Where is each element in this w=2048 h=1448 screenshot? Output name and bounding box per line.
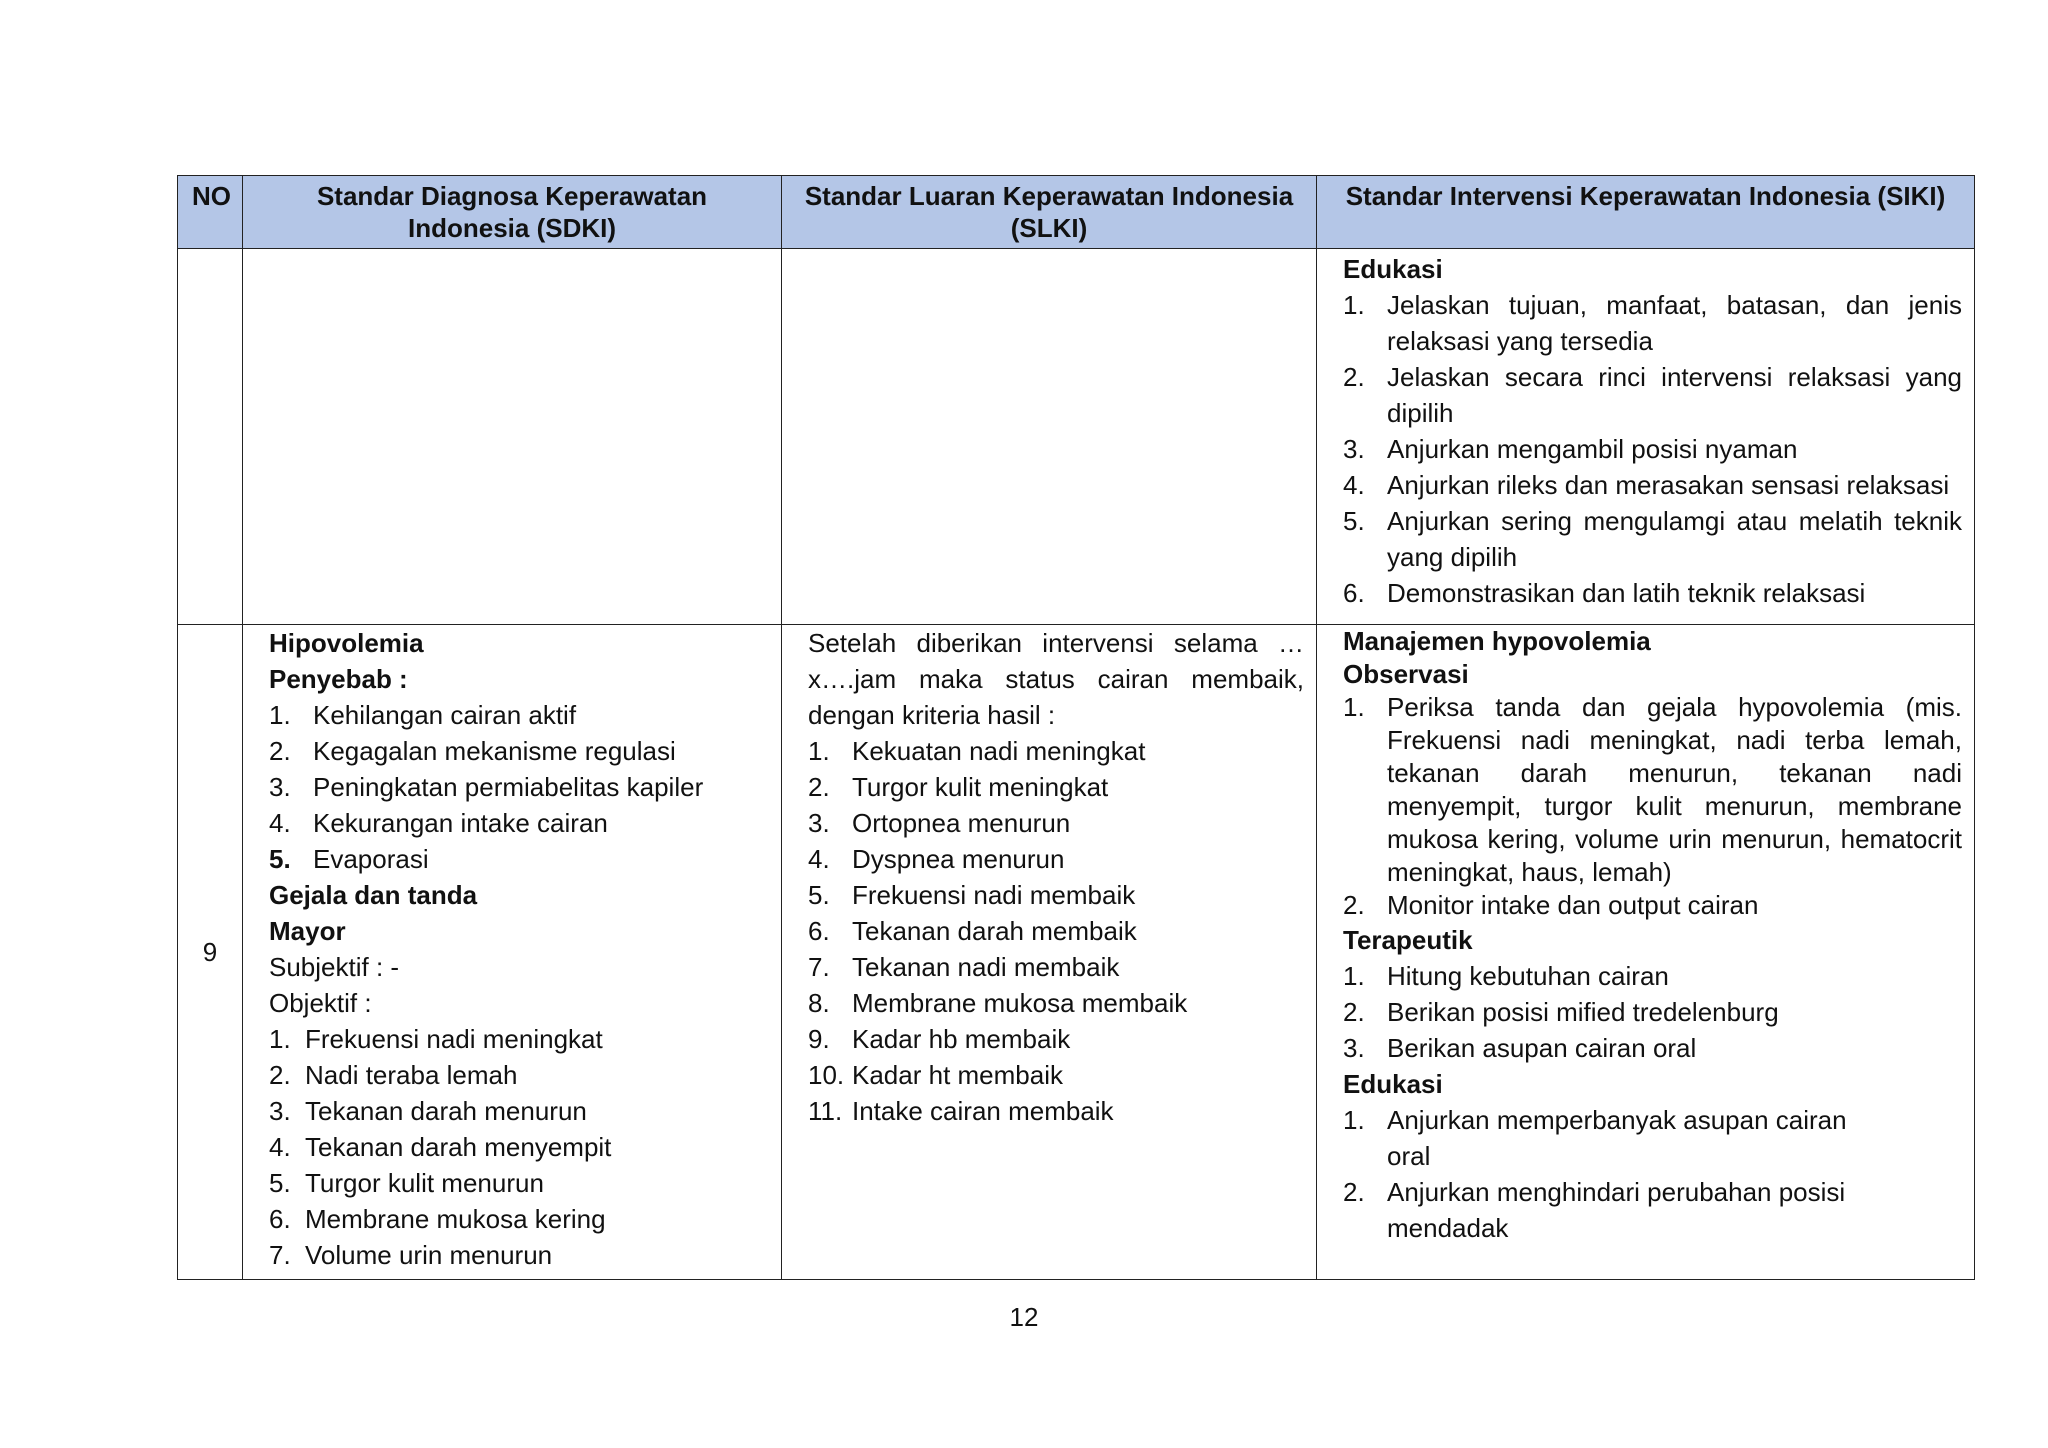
list-item-number: 8.	[808, 988, 830, 1018]
row1-no-cell	[178, 249, 243, 625]
siki-edukasi-heading: Edukasi	[1343, 254, 1443, 284]
list-item-text: Turgor kulit menurun	[305, 1168, 544, 1198]
slki-criteria-list	[808, 733, 1304, 1129]
list-item-number: 6.	[1343, 578, 1365, 608]
header-row	[178, 176, 1975, 249]
header-slki: Standar Luaran Keperawatan Indonesia (SLKI)	[782, 176, 1317, 249]
observasi-label: Observasi	[1343, 659, 1469, 689]
list-item	[808, 841, 1304, 877]
list-item	[269, 1237, 769, 1273]
row1-siki-cell	[1317, 249, 1975, 625]
list-item	[1343, 287, 1962, 359]
list-item-text: Berikan asupan cairan oral	[1387, 1033, 1697, 1063]
list-item	[1343, 467, 1962, 503]
siki-cell	[1317, 625, 1975, 1280]
penyebab-label: Penyebab :	[269, 664, 408, 694]
list-item-number: 4.	[808, 844, 830, 874]
siki-title: Manajemen hypovolemia	[1343, 626, 1651, 656]
list-item	[269, 1057, 769, 1093]
list-item	[808, 1093, 1304, 1129]
list-item	[269, 733, 769, 769]
list-item-text: Jelaskan tujuan, manfaat, batasan, dan jenis relaksasi yang tersedia	[1387, 290, 1962, 356]
list-item-text: Ortopnea menurun	[852, 808, 1071, 838]
list-item-text: Kadar ht membaik	[852, 1060, 1063, 1090]
list-item	[808, 913, 1304, 949]
list-item-number: 2.	[1343, 890, 1365, 920]
list-item-text: Membrane mukosa kering	[305, 1204, 606, 1234]
objektif-list	[269, 1021, 769, 1273]
list-item-number: 1.	[269, 700, 291, 730]
list-item	[1343, 1102, 1962, 1174]
list-item	[808, 769, 1304, 805]
list-item-text: Kekurangan intake cairan	[313, 808, 608, 838]
list-item-number: 1.	[1343, 961, 1365, 991]
list-item-text: Kehilangan cairan aktif	[313, 700, 577, 730]
table-row-9	[178, 625, 1975, 1280]
subjektif-text: Subjektif : -	[269, 952, 400, 982]
list-item-number: 3.	[269, 1096, 291, 1126]
list-item-number: 3.	[1343, 434, 1365, 464]
list-item-number: 7.	[808, 952, 830, 982]
row-number: 9	[178, 625, 243, 1280]
list-item-text: Anjurkan memperbanyak asupan cairan oral	[1387, 1105, 1847, 1171]
list-item	[269, 1093, 769, 1129]
list-item-number: 4.	[1343, 470, 1365, 500]
list-item-text: Anjurkan mengambil posisi nyaman	[1387, 434, 1798, 464]
list-item-number: 1.	[1343, 290, 1365, 320]
list-item-number: 2.	[269, 736, 291, 766]
list-item-text: Kekuatan nadi meningkat	[852, 736, 1146, 766]
list-item	[808, 985, 1304, 1021]
list-item	[1343, 994, 1962, 1030]
list-item-number: 3.	[269, 772, 291, 802]
header-sdki: Standar Diagnosa Keperawatan Indonesia (SDKI)	[243, 176, 782, 249]
list-item	[1343, 431, 1962, 467]
list-item-number: 5.	[808, 880, 830, 910]
list-item-text: Demonstrasikan dan latih teknik relaksasi	[1387, 578, 1866, 608]
list-item-number: 1.	[269, 1024, 291, 1054]
list-item-number: 4.	[269, 1132, 291, 1162]
row1-sdki-cell	[243, 249, 782, 625]
header-siki: Standar Intervensi Keperawatan Indonesia (SIKI)	[1317, 176, 1975, 249]
list-item-text: Anjurkan sering mengulamgi atau melatih teknik yang dipilih	[1387, 506, 1962, 572]
list-item-text: Tekanan darah menyempit	[305, 1132, 612, 1162]
list-item-text: Turgor kulit meningkat	[852, 772, 1109, 802]
list-item-text: Nadi teraba lemah	[305, 1060, 518, 1090]
list-item-text: Hitung kebutuhan cairan	[1387, 961, 1669, 991]
list-item	[269, 805, 769, 841]
list-item-number: 5.	[1343, 506, 1365, 536]
list-item-number: 2.	[1343, 1177, 1365, 1207]
list-item-text: Tekanan darah membaik	[852, 916, 1137, 946]
list-item-text: Volume urin menurun	[305, 1240, 553, 1270]
list-item	[808, 949, 1304, 985]
siki-edukasi-list	[1343, 287, 1962, 611]
list-item-number: 1.	[808, 736, 830, 766]
list-item-text: Frekuensi nadi meningkat	[305, 1024, 603, 1054]
list-item-text: Peningkatan permiabelitas kapiler	[313, 772, 704, 802]
list-item-number: 6.	[269, 1204, 291, 1234]
observasi-list	[1343, 691, 1962, 922]
diagnosis-title: Hipovolemia	[269, 628, 424, 658]
terapeutik-list	[1343, 958, 1962, 1066]
list-item-text: Kadar hb membaik	[852, 1024, 1071, 1054]
list-item-number: 10.	[808, 1060, 845, 1090]
list-item-number: 3.	[1343, 1033, 1365, 1063]
list-item-text: Kegagalan mekanisme regulasi	[313, 736, 676, 766]
list-item	[1343, 359, 1962, 431]
list-item	[269, 841, 769, 877]
list-item	[808, 1057, 1304, 1093]
list-item-number: 3.	[808, 808, 830, 838]
list-item-number: 5.	[269, 844, 291, 874]
list-item-text: Berikan posisi mified tredelenburg	[1387, 997, 1779, 1027]
list-item-number: 11.	[808, 1096, 843, 1126]
list-item	[808, 1021, 1304, 1057]
list-item	[808, 733, 1304, 769]
objektif-label: Objektif :	[269, 988, 372, 1018]
list-item	[269, 697, 769, 733]
list-item	[808, 877, 1304, 913]
header-no: NO	[178, 176, 243, 249]
row1-slki-cell	[782, 249, 1317, 625]
mayor-label: Mayor	[269, 916, 346, 946]
list-item-number: 2.	[1343, 362, 1365, 392]
list-item	[808, 805, 1304, 841]
list-item-number: 7.	[269, 1240, 291, 1270]
list-item	[269, 1129, 769, 1165]
list-item-number: 1.	[1343, 1105, 1365, 1135]
list-item-text: Monitor intake dan output cairan	[1387, 890, 1759, 920]
list-item-text: Anjurkan rileks dan merasakan sensasi relaksasi	[1387, 470, 1950, 500]
list-item-text: Jelaskan secara rinci intervensi relaksasi yang dipilih	[1387, 362, 1962, 428]
gejala-label: Gejala dan tanda	[269, 880, 478, 910]
terapeutik-label: Terapeutik	[1343, 925, 1473, 955]
list-item-number: 5.	[269, 1168, 291, 1198]
list-item	[1343, 1174, 1962, 1246]
nursing-standards-table	[177, 175, 1975, 1280]
list-item-text: Membrane mukosa membaik	[852, 988, 1188, 1018]
list-item-text: Tekanan nadi membaik	[852, 952, 1120, 982]
list-item-text: Frekuensi nadi membaik	[852, 880, 1136, 910]
list-item	[269, 1201, 769, 1237]
list-item-number: 4.	[269, 808, 291, 838]
slki-intro: Setelah diberikan intervensi selama …x….jam maka status cairan membaik, dengan kriteria hasil :	[808, 628, 1304, 730]
list-item	[1343, 691, 1962, 889]
edukasi-label: Edukasi	[1343, 1069, 1443, 1099]
page-number: 12	[1009, 1302, 1039, 1332]
list-item-text: Anjurkan menghindari perubahan posisi mendadak	[1387, 1177, 1846, 1243]
list-item-number: 6.	[808, 916, 830, 946]
list-item	[1343, 503, 1962, 575]
list-item-number: 9.	[808, 1024, 830, 1054]
list-item-text: Evaporasi	[313, 844, 429, 874]
penyebab-list	[269, 697, 769, 877]
list-item	[1343, 958, 1962, 994]
list-item	[269, 1165, 769, 1201]
list-item	[269, 769, 769, 805]
list-item-number: 1.	[1343, 692, 1365, 722]
list-item-number: 2.	[808, 772, 830, 802]
list-item-number: 2.	[269, 1060, 291, 1090]
list-item	[1343, 889, 1962, 922]
list-item-text: Intake cairan membaik	[852, 1096, 1114, 1126]
slki-cell	[782, 625, 1317, 1280]
edukasi-list	[1343, 1102, 1962, 1246]
list-item	[269, 1021, 769, 1057]
list-item-text: Periksa tanda dan gejala hypovolemia (mis. Frekuensi nadi meningkat, nadi terba lemah, tekanan darah menurun, tekanan nadi menyempit, turgor kulit menurun, membrane mukosa kering, volume urin menurun, hematocrit meningkat, haus, lemah)	[1387, 692, 1962, 887]
list-item-text: Dyspnea menurun	[852, 844, 1065, 874]
list-item	[1343, 1030, 1962, 1066]
list-item	[1343, 575, 1962, 611]
list-item-text: Tekanan darah menurun	[305, 1096, 587, 1126]
list-item-number: 2.	[1343, 997, 1365, 1027]
table-row-continuation	[178, 249, 1975, 625]
sdki-cell	[243, 625, 782, 1280]
